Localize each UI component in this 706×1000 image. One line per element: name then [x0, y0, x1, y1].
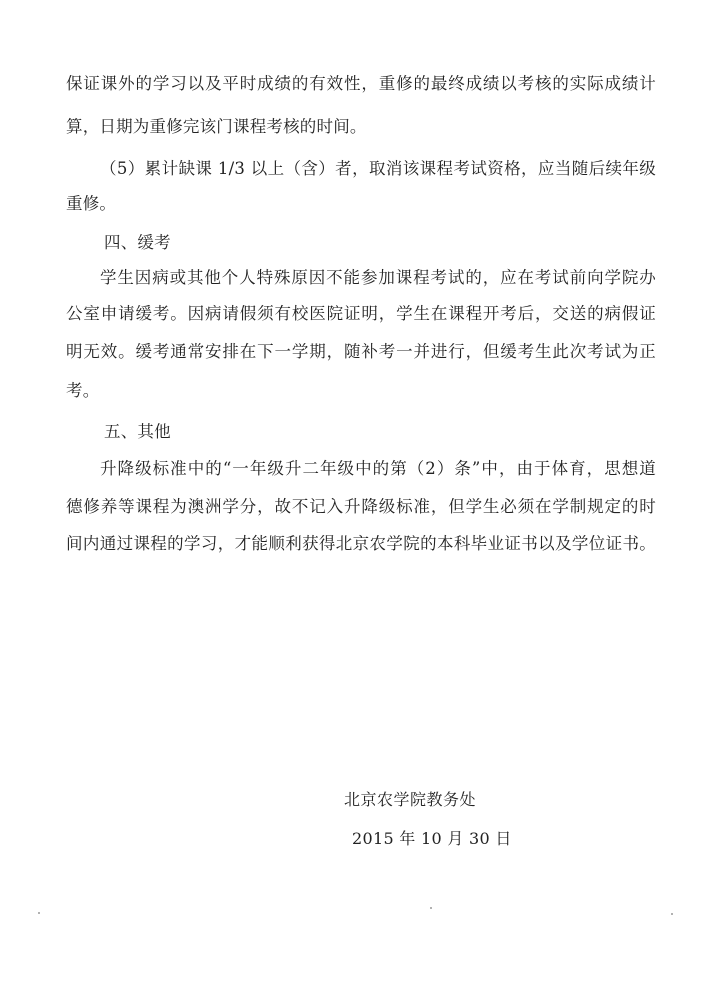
paragraph-line: 重修。: [66, 194, 117, 213]
paragraph-line: （5）累计缺课 1/3 以上（含）者，取消该课程考试资格，应当随后续年级: [100, 159, 656, 178]
issuing-office: 北京农学院教务处: [344, 790, 477, 809]
paragraph-line: 间内通过课程的学习，才能顺利获得北京农学院的本科毕业证书以及学位证书。: [66, 534, 656, 553]
scan-speck: [671, 913, 673, 915]
section-heading-other: 五、其他: [104, 422, 171, 441]
paragraph-line: 公室申请缓考。因病请假须有校医院证明，学生在课程开考后，交送的病假证: [66, 304, 656, 323]
paragraph-line: 算，日期为重修完该门课程考核的时间。: [66, 117, 367, 136]
paragraph-line: 德修养等课程为澳洲学分，故不记入升降级标准，但学生必须在学制规定的时: [66, 497, 656, 516]
scan-speck: [38, 912, 40, 914]
paragraph-line: 考。: [66, 381, 100, 400]
paragraph-line: 明无效。缓考通常安排在下一学期，随补考一并进行，但缓考生此次考试为正: [66, 342, 656, 361]
section-heading-deferral: 四、缓考: [104, 233, 171, 252]
issue-date: 2015 年 10 月 30 日: [352, 829, 512, 848]
paragraph-line: 保证课外的学习以及平时成绩的有效性，重修的最终成绩以考核的实际成绩计: [66, 74, 656, 93]
scan-speck: [430, 907, 432, 909]
paragraph-line: 学生因病或其他个人特殊原因不能参加课程考试的，应在考试前向学院办: [100, 268, 656, 287]
paragraph-line: 升降级标准中的“一年级升二年级中的第（2）条”中，由于体育，思想道: [100, 459, 656, 478]
